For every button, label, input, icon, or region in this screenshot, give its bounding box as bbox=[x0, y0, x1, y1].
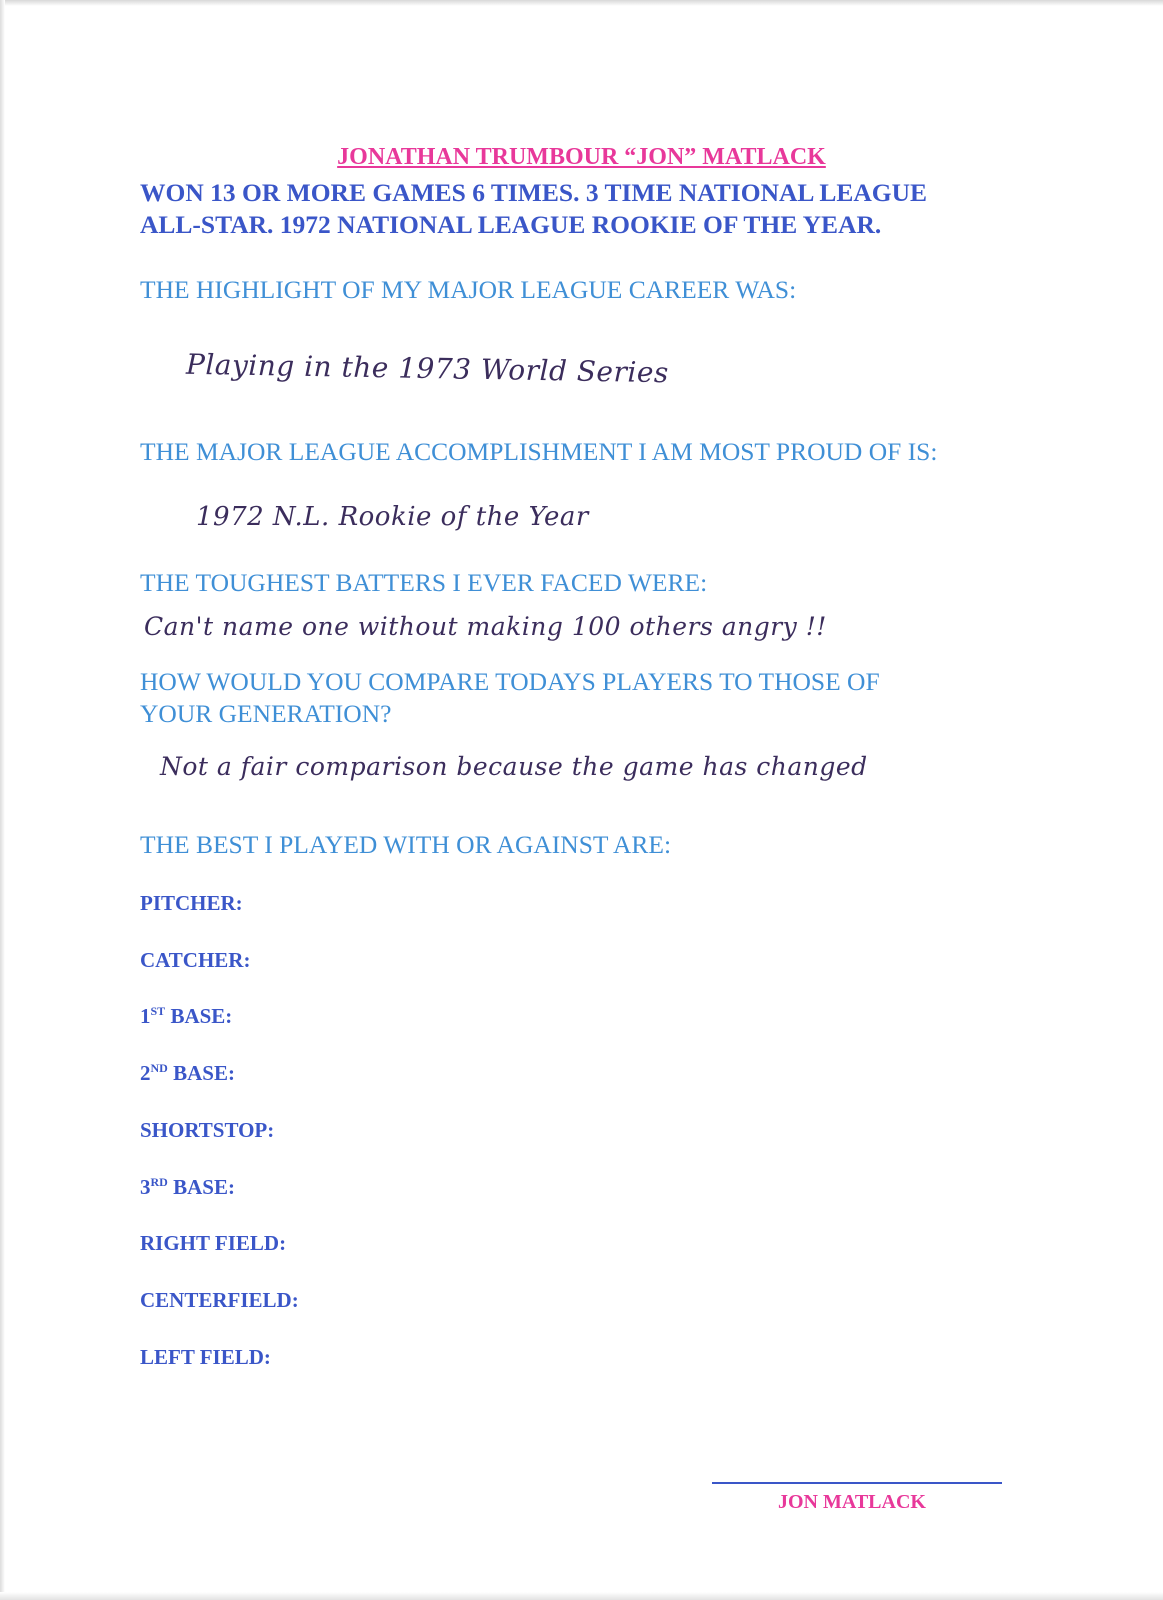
scan-edge-top bbox=[0, 0, 1163, 6]
subtitle-line-2: ALL-STAR. 1972 NATIONAL LEAGUE ROOKIE OF THE YEAR. bbox=[140, 210, 882, 239]
answer-accomplishment: 1972 N.L. Rookie of the Year bbox=[196, 502, 589, 532]
position-second-base bbox=[140, 1061, 235, 1086]
answer-highlight: Playing in the 1973 World Series bbox=[185, 347, 670, 390]
scan-edge-bottom bbox=[0, 1592, 1163, 1600]
second-base-label: BASE: bbox=[167, 1061, 235, 1085]
position-pitcher: PITCHER: bbox=[140, 891, 243, 915]
signature-line bbox=[712, 1482, 1002, 1484]
question-compare-line-2: YOUR GENERATION? bbox=[140, 699, 392, 728]
first-base-suffix: ST bbox=[150, 1004, 166, 1018]
third-base-number: 3 bbox=[140, 1175, 151, 1199]
position-third-base bbox=[140, 1175, 235, 1200]
answer-toughest-batters: Can't name one without making 100 others angry !! bbox=[144, 612, 827, 641]
position-left-field: LEFT FIELD: bbox=[140, 1345, 271, 1369]
question-compare-line-1: HOW WOULD YOU COMPARE TODAYS PLAYERS TO THOSE OF bbox=[140, 667, 880, 696]
document-title: JONATHAN TRUMBOUR “JON” MATLACK bbox=[337, 144, 826, 170]
answer-compare: Not a fair comparison because the game has changed bbox=[160, 752, 868, 781]
question-toughest-batters: THE TOUGHEST BATTERS I EVER FACED WERE: bbox=[140, 568, 708, 597]
position-right-field: RIGHT FIELD: bbox=[140, 1231, 287, 1255]
question-highlight: THE HIGHLIGHT OF MY MAJOR LEAGUE CAREER WAS: bbox=[140, 275, 797, 304]
subtitle-line-1: WON 13 OR MORE GAMES 6 TIMES. 3 TIME NATIONAL LEAGUE bbox=[140, 178, 928, 207]
first-base-number: 1 bbox=[140, 1004, 151, 1028]
first-base-label: BASE: bbox=[165, 1004, 233, 1028]
scan-edge-left bbox=[0, 0, 5, 1600]
third-base-label: BASE: bbox=[167, 1175, 235, 1199]
question-accomplishment: THE MAJOR LEAGUE ACCOMPLISHMENT I AM MOST PROUD OF IS: bbox=[140, 437, 938, 466]
position-catcher: CATCHER: bbox=[140, 948, 251, 972]
second-base-suffix: ND bbox=[150, 1061, 168, 1075]
signature-name: JON MATLACK bbox=[778, 1491, 926, 1513]
third-base-suffix: RD bbox=[150, 1175, 168, 1189]
best-heading: THE BEST I PLAYED WITH OR AGAINST ARE: bbox=[140, 830, 672, 859]
position-shortstop: SHORTSTOP: bbox=[140, 1118, 275, 1142]
position-centerfield: CENTERFIELD: bbox=[140, 1288, 299, 1312]
position-first-base bbox=[140, 1004, 232, 1029]
second-base-number: 2 bbox=[140, 1061, 151, 1085]
